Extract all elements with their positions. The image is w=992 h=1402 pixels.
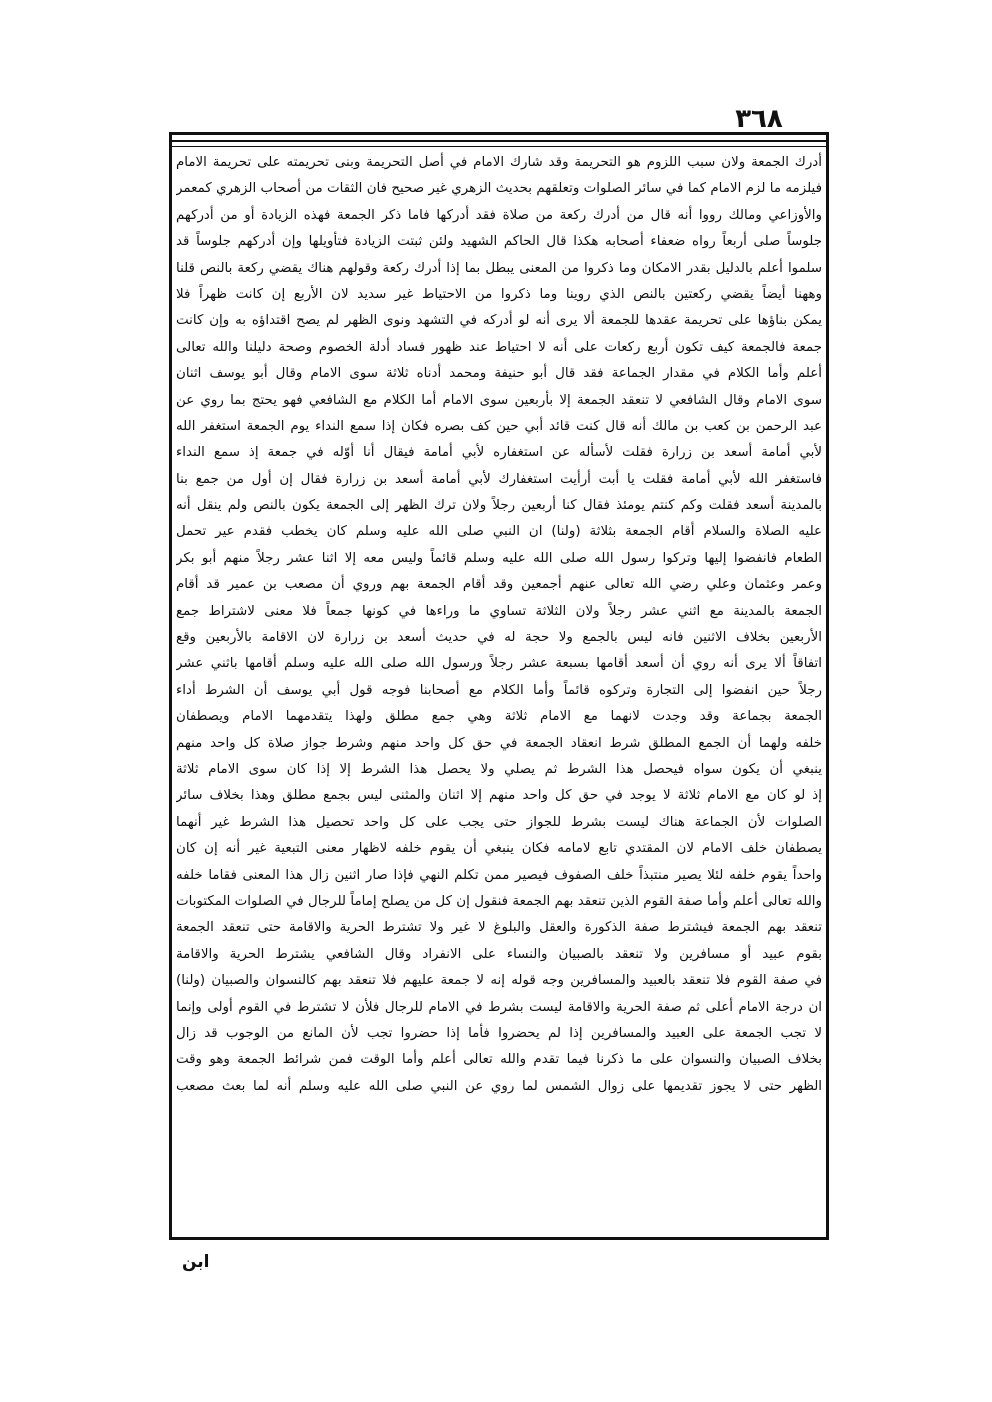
text-line: الجمعة بجماعة وقد وجدت لانهما مع الامام ثلاثة وهي جمع مطلق ولهذا يتقدمهما الامام ويصطفان	[176, 709, 822, 725]
text-line: خلفه ولهما أن الجمع المطلق شرط انعقاد الجمعة في حق كل واحد منهم وشرط جواز صلاة كل واحد منهم	[176, 735, 822, 751]
text-line: ينبغي أن يكون سواه فيحصل هذا الشرط ثم يصلي ولا يحصل هذا الشرط إلا إذا كان سوى الامام ثلاثة	[176, 761, 822, 777]
text-line: أدرك الجمعة ولان سبب اللزوم هو التحريمة وقد شارك الامام في أصل التحريمة وبنى تحريمته على تحريمة الامام	[176, 155, 822, 170]
text-line: سلموا أعلم بالدليل بقدر الامكان وما ذكروا من المعنى يبطل بما إذا أدرك ركعة وقولهم هناك يقضي ركعة بالنص قلنا	[176, 260, 822, 276]
top-rule-thin	[169, 146, 829, 147]
text-line: بالمدينة أسعد فقلت وكم كنتم يومئذ فقال كنا أربعين رجلاً ولان ترك الظهر إلى الجمعة يكون بالنص ولم ينقل أنه	[176, 498, 822, 514]
text-line: الطعام فانفضوا إليها وتركوا رسول الله صلى الله عليه وسلم قائماً وليس معه إلا اثنا عشر رجلاً منهم أبو بكر	[176, 550, 822, 566]
text-line: فيلزمه ما لزم الامام كما في سائر الصلوات وتعلقهم بحديث الزهري غير صحيح فان الثقات من أصحاب الزهري كمعمر	[176, 181, 822, 197]
text-line: سوى الامام وقال الشافعي لا تنعقد الجمعة إلا بأربعين سوى الامام أما الكلام مع الشافعي فهو يحتج بما روي عن	[176, 392, 822, 408]
text-line: وعمر وعثمان وعلي رضي الله تعالى عنهم أجمعين وقد أقام الجمعة بهم وروي أن مصعب بن عمير قد أقام	[176, 577, 822, 593]
text-line: أعلم وأما الكلام في مقدار الجماعة فقد قال أبو حنيفة ومحمد أدناه ثلاثة سوى الامام وقال أبو يوسف اثنان	[176, 366, 822, 382]
text-line: فاستغفر الله لأبي أمامة فقلت يا أبت أرأيت استغفارك لأبي أمامة أسعد بن زرارة فقال إن أول من جمع بنا	[176, 471, 822, 487]
page-number: ٣٦٨	[735, 104, 783, 134]
text-line: الصلوات لأن الجماعة هناك ليست بشرط للجواز حتى يجب على كل واحد تحصيل هذا الشرط غير أنهما	[176, 814, 822, 830]
text-line: جلوساً صلى أربعاً رواه ضعفاء أصحابه هكذا قال الحاكم الشهيد ولئن ثبتت الزيادة فتأويلها وإن أدركهم جلوساً قد	[176, 234, 822, 250]
catchword: ابن	[182, 1252, 210, 1272]
text-line: الظهر حتى لا يجوز تقديمها على زوال الشمس لما روي عن النبي صلى الله عليه وسلم أنه لما بعث مصعب	[176, 1078, 822, 1094]
text-line: تنعقد بهم الجمعة فيشترط صفة الذكورة والعقل والبلوغ لا غير ولا تشترط الحرية والاقامة حتى تنعقد الجمعة	[176, 920, 822, 936]
text-line: الجمعة بالمدينة مع اثني عشر رجلاً ولان الثلاثة تساوي ما وراءها في كونها جمعاً فلا معنى لاشتراط جمع	[176, 603, 822, 619]
text-line: إذ لو كان مع الامام ثلاثة لا يوجد في حق كل واحد منهم إلا اثنان والمثنى ليس بجمع مطلق وهذا بخلاف سائر	[176, 788, 822, 804]
text-line: بقوم عبيد أو مسافرين ولا تنعقد بالصبيان والنساء على الانفراد وقال الشافعي يشترط الحرية والاقامة	[176, 946, 822, 962]
text-line: ان درجة الامام أعلى ثم صفة الحرية والاقامة ليست بشرط في الامام للرجال فلأن لا تشترط في القوم أولى وإنما	[176, 999, 822, 1015]
text-line: وههنا أيضاً يقضي ركعتين بالنص الذي روينا وما ذكروا من الاحتياط غير سديد لان الأربع إن كانت ظهراً فلا	[176, 286, 822, 302]
text-line: بخلاف الصبيان والنسوان على ما ذكرنا فيما تقدم والله تعالى أعلم وأما الوقت فمن شرائط الجمعة وهو وقت	[176, 1052, 822, 1068]
text-line: يمكن بناؤها على تحريمة عقدها للجمعة ألا يرى أنه لو أدركه في التشهد ونوى الظهر لم يصح اقتداؤه به وإن كانت	[176, 313, 822, 329]
text-line: جمعة فالجمعة كيف تكون أربع ركعات على أنه لا احتياط عند ظهور فساد أدلة الخصوم وصحة دليلنا والله تعالى	[176, 339, 822, 355]
text-line: والله تعالى أعلم وأما صفة القوم الذين تنعقد بهم الجمعة فنقول إن كل من يصلح إماماً للرجال في الصلوات المكتوبات	[176, 893, 822, 909]
text-line: يصطفان خلف الامام لان المقتدي تابع لامامه فكان ينبغي أن يقوم خلفه لاظهار معنى التبعية غير أنه إن كان	[176, 841, 822, 857]
text-line: والأوزاعي ومالك رووا أنه قال من أدرك ركعة من صلاة فقد أدركها فاما ذكر الجمعة فهذه الزيادة أو من أدركهم	[176, 207, 822, 223]
text-line: الأربعين بخلاف الاثنين فانه ليس بالجمع ولا حجة له في حديث أسعد بن زرارة لان الاقامة بالأربعين وقع	[176, 630, 822, 646]
text-line: عليه الصلاة والسلام أقام الجمعة بثلاثة (ولنا) ان النبي صلى الله عليه وسلم كان يخطب فقدم عير تحمل	[176, 524, 822, 540]
text-line: رجلاً حين انفضوا إلى التجارة وتركوه قائماً وأما الكلام مع أصحابنا فوجه قول أبي يوسف أن الشرط أداء	[176, 682, 822, 698]
text-line: لا تجب الجمعة على العبيد والمسافرين إذا لم يحضروا فأما إذا حضروا تجب لأن المانع من الوجوب قد زال	[176, 1025, 822, 1041]
text-line: لأبي أمامة أسعد بن زرارة فقلت لأسأله عن استغفاره لأبي أمامة فيقال أنا أوّله في جمعة إذ سمع النداء	[176, 445, 822, 461]
top-rule	[169, 140, 829, 142]
text-line: في صفة القوم فلا تنعقد بالعبيد والمسافرين وجه قوله إنه لا جمعة عليهم فلا تنعقد بهم كالنسوان والصبيان (ولنا)	[176, 973, 822, 989]
text-line: عبد الرحمن بن كعب بن مالك أنه قال كنت قائد أبي حين كف بصره فكان إذا سمع النداء يوم الجمعة استغفر الله	[176, 418, 822, 434]
body-text	[176, 150, 822, 1236]
text-line: واحداً يقوم خلفه لئلا يصير منتبذاً خلف الصفوف فيصير ممن تكلم النهي فإذا صار اثنين زال هذا المعنى فقاما خلفه	[176, 867, 822, 883]
text-line: اتفاقاً ألا يرى أنه روي أن أسعد أقامها بسبعة عشر رجلاً ورسول الله صلى الله عليه وسلم أقامها باثني عشر	[176, 656, 822, 672]
